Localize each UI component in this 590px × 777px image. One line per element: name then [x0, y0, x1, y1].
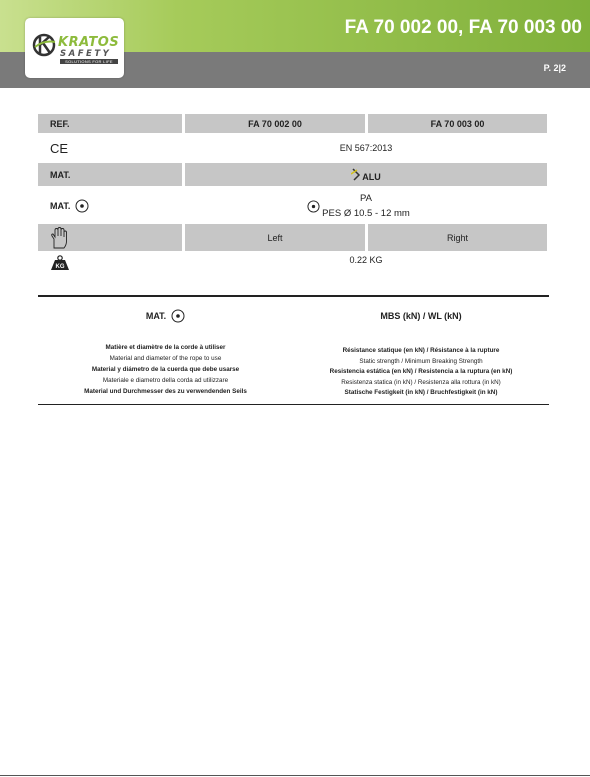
kratos-emblem-icon	[31, 32, 57, 58]
legend-left-text	[38, 342, 293, 397]
legend-left-line-en: Material and diameter of the rope to use	[109, 355, 222, 362]
legend-left-title-cell	[38, 307, 293, 325]
legend-left-line-fr: Matière et diamètre de la corde à utiliser	[105, 344, 226, 351]
legend-right-line-en: Static strength / Minimum Breaking Strength	[359, 357, 483, 365]
legend-left-line-es: Material y diámetro de la cuerda que debe usarse	[91, 366, 240, 373]
footer-rule	[0, 775, 590, 776]
svg-text:KG: KG	[55, 264, 65, 271]
mat-cell	[185, 163, 547, 186]
legend-left-line-de: Material und Durchmesser des zu verwendenden Seils	[84, 388, 247, 395]
ref-label: REF.	[38, 114, 182, 133]
glove-icon	[50, 227, 68, 249]
legend-right-text	[293, 346, 549, 399]
logo-sub: SAFETY	[60, 49, 112, 59]
company-logo	[25, 18, 124, 78]
rope-diameter: PES Ø 10.5 - 12 mm	[322, 208, 410, 219]
hand-value-left: Left	[185, 224, 365, 251]
rope-section-icon	[171, 309, 185, 323]
legend-right-line-it: Resistenza statica (in kN) / Resistenza alla rottura (in kN)	[341, 378, 501, 386]
legend-bottom-rule	[38, 404, 549, 405]
document-title: FA 70 002 00, FA 70 003 00	[344, 17, 582, 38]
weight-value: 0.22 KG	[349, 255, 383, 265]
logo-name: KRATOS	[58, 35, 120, 50]
ref-value-1: FA 70 002 00	[185, 114, 365, 133]
legend-right-line-fr: Résistance statique (en kN) / Résistance à la rupture	[342, 347, 500, 354]
rope-section-icon	[75, 199, 89, 213]
page-number: P. 2|2	[543, 63, 566, 73]
hand-value-right: Right	[368, 224, 547, 251]
legend-left-title: MAT.	[145, 311, 167, 321]
kg-weight-icon	[50, 255, 70, 271]
legend-right-line-es: Resistencia estática (en kN) / Resistencia a la ruptura (en kN)	[329, 368, 513, 375]
weight-label-cell	[38, 254, 182, 272]
rope-material: PA	[360, 193, 372, 204]
mat-label: MAT.	[38, 163, 182, 186]
rope-label: MAT.	[50, 201, 71, 211]
logo-tagline: SOLUTIONS FOR LIFE	[60, 59, 118, 64]
legend-top-rule	[38, 295, 549, 297]
ref-value-2: FA 70 003 00	[368, 114, 547, 133]
hand-label-cell	[38, 224, 182, 251]
rope-section-icon	[307, 200, 320, 213]
legend-left-line-it: Materiale e diametro della corda ad utilizzare	[102, 377, 229, 384]
rope-value-cell	[185, 190, 547, 222]
mat-value: ALU	[362, 171, 381, 182]
rope-label-cell	[38, 193, 182, 219]
norm-value: EN 567:2013	[339, 143, 393, 153]
legend-right-line-de: Statische Festigkeit (in kN) / Bruchfestigkeit (in kN)	[344, 389, 498, 396]
ce-mark-icon: CE	[50, 140, 69, 156]
legend-right-title: MBS (kN) / WL (kN)	[380, 311, 462, 321]
